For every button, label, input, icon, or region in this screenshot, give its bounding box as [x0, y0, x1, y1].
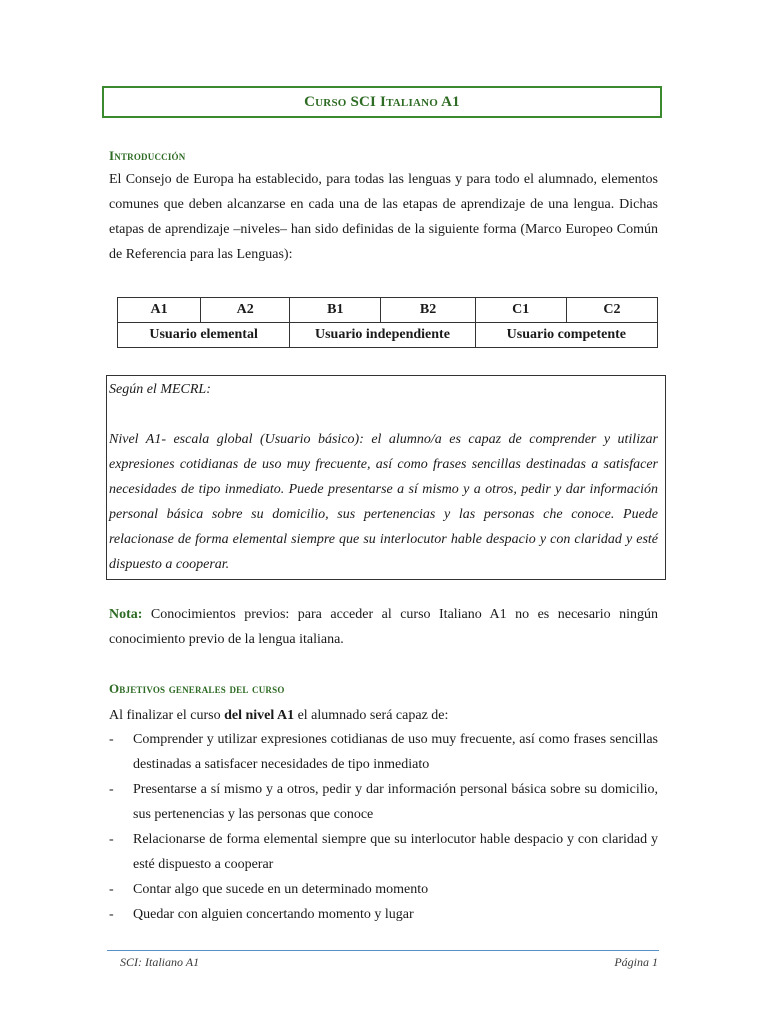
objectives-heading: Objetivos generales del curso [109, 681, 285, 696]
list-item-text: Relacionarse de forma elemental siempre que su interlocutor hable despacio y con claridad y esté dispuesto a cooperar [133, 832, 658, 872]
dash-bullet: - [109, 732, 114, 747]
objectives-intro [109, 703, 658, 728]
objectives-list [109, 727, 658, 927]
dash-bullet: - [109, 907, 114, 922]
list-item [109, 777, 658, 827]
intro-heading: Introducción [109, 148, 186, 163]
intro-paragraph: El Consejo de Europa ha establecido, para todas las lenguas y para todo el alumnado, elementos comunes que deben alcanzarse en cada una de las etapas de aprendizaje de una lengua. Dichas etapas de aprendizaje –niveles– han sido definidas de la siguiente forma (Marco Europeo Común de Referencia para las Lenguas): [109, 172, 658, 262]
levels-row [118, 298, 658, 323]
list-item [109, 727, 658, 777]
footer-divider [107, 950, 659, 951]
mecrl-intro: Según el MECRL: [109, 382, 211, 397]
list-item [109, 902, 658, 927]
level-cell: B1 [290, 298, 381, 323]
group-cell: Usuario competente [475, 323, 657, 348]
list-item-text: Comprender y utilizar expresiones cotidianas de uso muy frecuente, así como frases sencillas destinadas a satisfacer necesidades de tipo inmediato [133, 732, 658, 772]
list-item [109, 827, 658, 877]
level-cell: C1 [475, 298, 566, 323]
title-box [102, 86, 662, 118]
nota-label: Nota: [109, 607, 143, 622]
list-item-text: Presentarse a sí mismo y a otros, pedir y dar información personal básica sobre su domicilio, sus pertenencias y las personas que conoce [133, 782, 658, 822]
list-item-text: Quedar con alguien concertando momento y lugar [133, 907, 414, 922]
dash-bullet: - [109, 882, 114, 897]
objectives-intro-before: Al finalizar el curso [109, 708, 225, 723]
list-item-text: Contar algo que sucede en un determinado momento [133, 882, 429, 897]
objectives-intro-bold: del nivel A1 [224, 708, 295, 723]
level-cell: B2 [381, 298, 475, 323]
mecrl-text: Nivel A1- escala global (Usuario básico): el alumno/a es capaz de comprender y utilizar expresiones cotidianas de uso muy frecuente, así como frases sencillas destinadas a satisfacer necesidades de tipo inmediato. Puede presentarse a sí mismo y a otros, pedir y dar información personal básica sobre su domicilio, sus pertenencias y las personas che conoce. Puede relacionase de forma elemental siempre que su interlocutor hable despacio y con claridad y esté dispuesto a cooperar. [109, 432, 658, 572]
document-title: Curso SCI Italiano A1 [304, 93, 460, 110]
nota-paragraph [109, 602, 658, 652]
list-item [109, 877, 658, 902]
level-cell: A1 [118, 298, 201, 323]
dash-bullet: - [109, 832, 114, 847]
groups-row [118, 323, 658, 348]
footer-left: SCI: Italiano A1 [120, 955, 200, 969]
levels-table [117, 297, 658, 348]
group-cell: Usuario elemental [118, 323, 290, 348]
nota-text: Conocimientos previos: para acceder al curso Italiano A1 no es necesario ningún conocimiento previo de la lengua italiana. [109, 607, 658, 647]
level-cell: C2 [566, 298, 657, 323]
page-number: Página 1 [614, 955, 658, 969]
level-cell: A2 [201, 298, 290, 323]
mecrl-box [106, 375, 666, 580]
group-cell: Usuario independiente [290, 323, 475, 348]
objectives-intro-after: el alumnado será capaz de: [294, 708, 449, 723]
dash-bullet: - [109, 782, 114, 797]
